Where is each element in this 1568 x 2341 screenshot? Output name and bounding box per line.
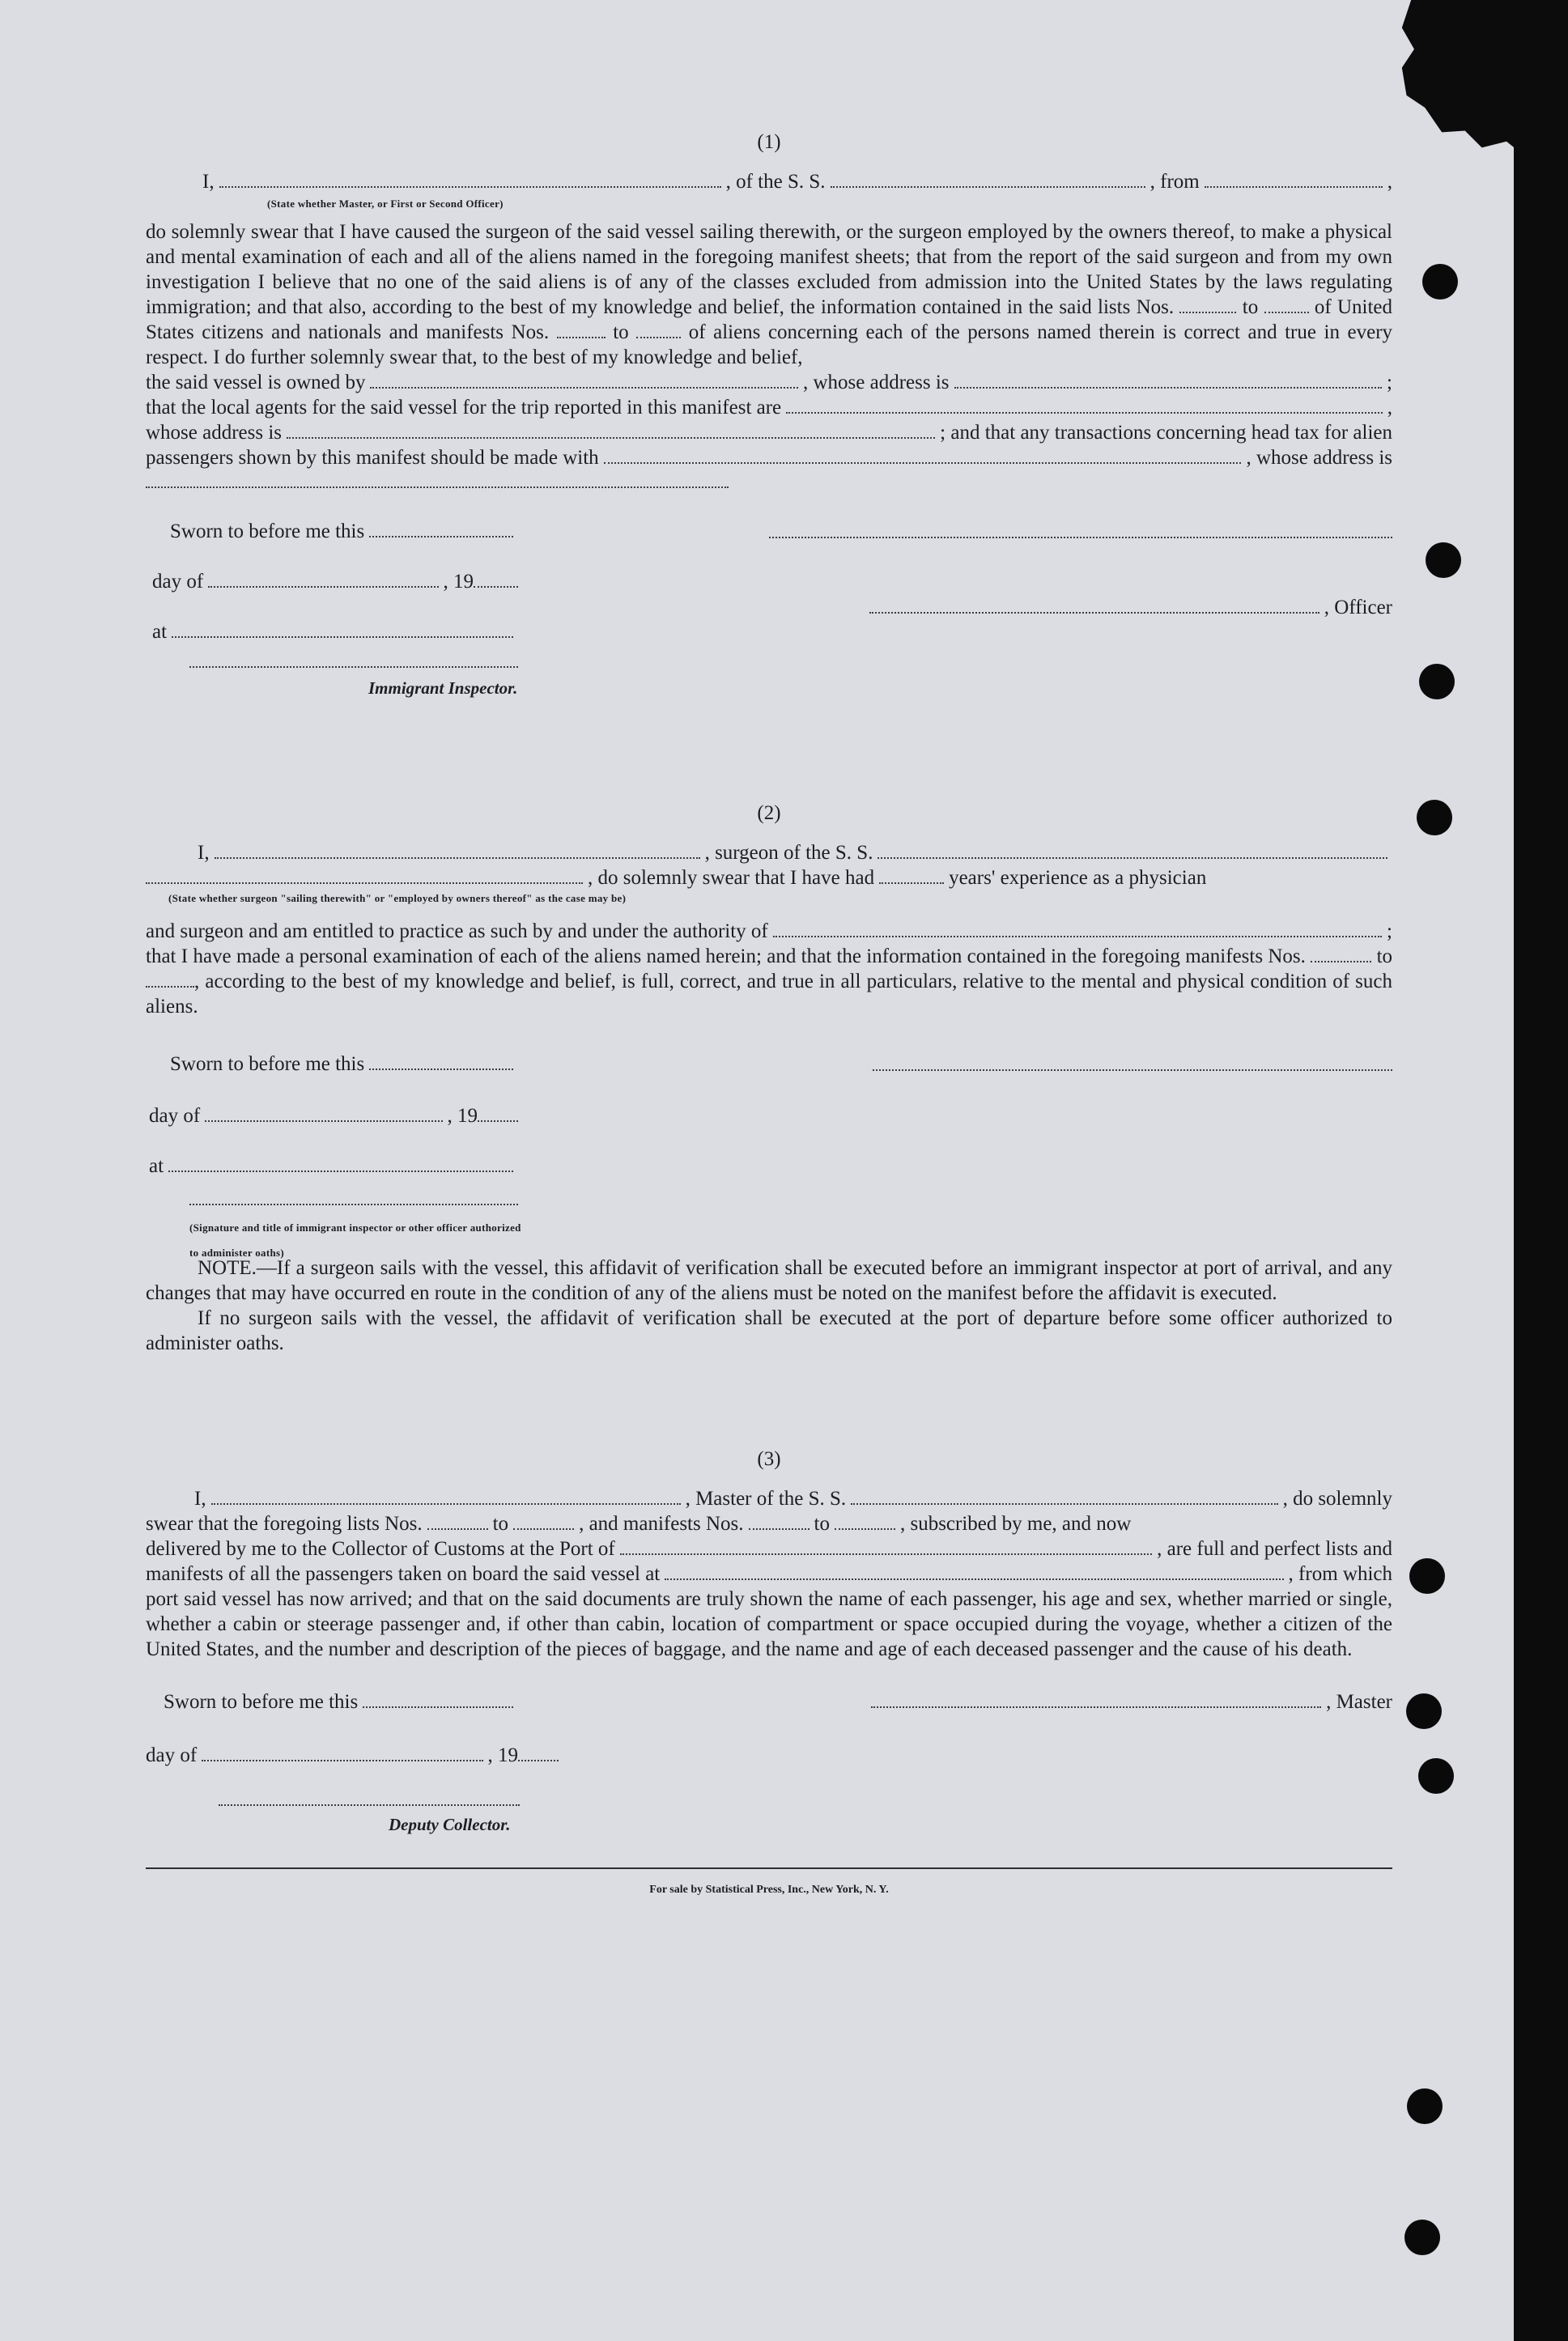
surgeon-name-field[interactable] xyxy=(215,841,700,859)
agents-label: that the local agents for the said vessel for the trip reported in this manifest are xyxy=(146,397,782,418)
year-field[interactable] xyxy=(518,1744,559,1761)
manifests-to-field[interactable] xyxy=(146,970,194,988)
section-number: (1) xyxy=(757,131,781,153)
to-label: to xyxy=(814,1513,830,1535)
oath-text: manifests of all the passengers taken on board the said vessel at xyxy=(146,1563,661,1585)
to-label: to xyxy=(613,321,629,343)
sworn-line xyxy=(170,519,518,544)
to-label: to xyxy=(492,1513,509,1535)
signature-block xyxy=(146,1662,1392,1848)
oath-text: , from which xyxy=(1288,1563,1392,1585)
sworn-label: Sworn to before me this xyxy=(164,1691,359,1713)
year-label: , 19 xyxy=(447,1105,478,1127)
punctuation: , xyxy=(1387,171,1392,193)
surgeon-status-field[interactable] xyxy=(146,866,583,884)
note-text: If no surgeon sails with the vessel, the affidavit of verification shall be executed at the port of departure before some officer authorized to administer oaths. xyxy=(146,1307,1392,1354)
vessel-name-field[interactable] xyxy=(851,1487,1277,1505)
agents-line xyxy=(146,395,1392,420)
transactions-text: ; and that any transactions concerning head tax for alien xyxy=(940,422,1392,444)
year-label: , 19 xyxy=(487,1744,518,1766)
address-label: whose address is xyxy=(146,422,283,444)
owner-label: the said vessel is owned by xyxy=(146,372,366,393)
head-tax-address-field[interactable] xyxy=(146,470,729,488)
head-tax-line xyxy=(146,445,1392,470)
document-body xyxy=(146,130,1392,1902)
oath-text: , and manifests Nos. xyxy=(579,1513,744,1535)
punch-hole xyxy=(1406,1693,1442,1729)
year-label: , 19 xyxy=(443,571,474,593)
section-number: (2) xyxy=(757,802,781,824)
lists-from-field[interactable] xyxy=(427,1512,488,1530)
day-line xyxy=(149,1103,518,1128)
officer-signature-field[interactable] xyxy=(869,596,1319,614)
manifests-from-field[interactable] xyxy=(1311,945,1371,962)
master-signature-field[interactable] xyxy=(871,1690,1321,1708)
lists-to-field[interactable] xyxy=(1264,295,1309,313)
punctuation: , xyxy=(1387,397,1392,418)
punctuation: ; xyxy=(1387,920,1392,942)
pronoun-label: I, xyxy=(194,1488,206,1510)
day-label: day of xyxy=(152,571,204,593)
lists-to-field[interactable] xyxy=(513,1512,574,1530)
address-label: , whose address is xyxy=(803,372,950,393)
years-label: years' experience as a physician xyxy=(949,867,1207,889)
passengers-text: passengers shown by this manifest should be made with xyxy=(146,447,599,469)
pronoun-label: I, xyxy=(198,842,210,864)
day-line xyxy=(152,569,518,594)
to-label: to xyxy=(1376,945,1393,967)
surgeon-text: , according to the best of my knowledge and belief, is full, correct, and true in all particulars, relative to the mental and physical condition of such aliens. xyxy=(146,971,1392,1018)
note-paragraph xyxy=(146,1306,1392,1356)
surgeon-line xyxy=(146,840,1392,865)
deputy-signature-field[interactable] xyxy=(219,1804,520,1806)
vessel-label: , of the S. S. xyxy=(725,171,826,193)
address-label: , whose address is xyxy=(1246,447,1392,469)
agents-field[interactable] xyxy=(786,396,1383,414)
year-field[interactable] xyxy=(474,570,518,588)
head-tax-party-field[interactable] xyxy=(604,446,1242,464)
oath-text: do solemnly swear that I have caused the surgeon of the said vessel sailing therewith, or the surgeon employed by the owners thereof, to make a physical and mental examination of each and all of the aliens named in the foregoing manifest sheets; that from the report of the said surgeon and from my own investigation I believe that no one of the said aliens is of any of the classes excluded from admission into the United States by the laws regulating immigration; and that also, according to the best of my knowledge and belief, the information contained in the said lists Nos. xyxy=(146,221,1392,318)
vessel-name-field[interactable] xyxy=(831,170,1145,188)
punch-hole xyxy=(1404,2220,1440,2255)
day-line xyxy=(146,1743,559,1768)
sworn-label: Sworn to before me this xyxy=(170,520,365,542)
customs-body xyxy=(146,1587,1392,1662)
field-caption: (State whether Master, or First or Second Officer) xyxy=(267,198,504,210)
deputy-title: Deputy Collector. xyxy=(389,1815,511,1834)
agents-address-field[interactable] xyxy=(287,421,935,439)
sworn-date-field[interactable] xyxy=(369,520,513,537)
oath-text: , do solemnly xyxy=(1282,1488,1392,1510)
note-text: —If a surgeon sails with the vessel, this affidavit of verification shall be executed before an immigrant inspector at port of arrival, and any changes that may have occurred en route in the condition of any of the aliens must be noted on the manifest before the affidavit is executed. xyxy=(146,1257,1392,1304)
inspector-signature-field[interactable] xyxy=(189,666,518,668)
agents-address-line xyxy=(146,420,1392,445)
blank-line[interactable] xyxy=(769,537,1392,538)
master-name-field[interactable] xyxy=(211,1487,681,1505)
officer-signature-field[interactable] xyxy=(189,1204,518,1205)
oath-text: of aliens concerning each of the persons named therein is correct and true in every respect. I do further solemnly swear that, to the best of my knowledge and belief, xyxy=(146,321,1393,368)
master-signature-line xyxy=(866,1689,1392,1714)
sworn-date-field[interactable] xyxy=(369,1052,513,1070)
year-field[interactable] xyxy=(478,1104,518,1122)
authority-text: and surgeon and am entitled to practice as such by and under the authority of xyxy=(146,920,768,942)
pronoun-label: I, xyxy=(202,171,215,193)
day-field[interactable] xyxy=(208,570,438,588)
punch-hole xyxy=(1407,2088,1443,2124)
vessel-name-field[interactable] xyxy=(877,841,1387,859)
officer-label: , Officer xyxy=(1324,597,1392,618)
day-label: day of xyxy=(146,1744,198,1766)
officer-line xyxy=(865,595,1392,620)
punch-hole xyxy=(1417,800,1452,835)
punch-hole xyxy=(1418,1758,1454,1794)
master-line xyxy=(146,1486,1392,1511)
authority-field[interactable] xyxy=(773,920,1382,937)
at-field[interactable] xyxy=(172,620,513,638)
day-label: day of xyxy=(149,1105,201,1127)
punch-hole xyxy=(1422,264,1458,300)
oath-body xyxy=(146,219,1392,370)
inspector-title: Immigrant Inspector. xyxy=(368,678,518,698)
lists-line xyxy=(146,1511,1392,1536)
punctuation: ; xyxy=(1387,372,1392,393)
signature-block xyxy=(146,488,1392,707)
oath-text: swear that the foregoing lists Nos. xyxy=(146,1513,423,1535)
affidavit-customs xyxy=(146,1447,1392,1902)
punch-hole xyxy=(1409,1558,1445,1594)
surgeon-body xyxy=(146,944,1392,1019)
sworn-line xyxy=(170,1052,518,1077)
printer-credit: For sale by Statistical Press, Inc., New York, N. Y. xyxy=(649,1884,889,1896)
master-label: , Master xyxy=(1326,1691,1392,1713)
oath-text: delivered by me to the Collector of Customs at the Port of xyxy=(146,1538,615,1560)
punch-hole xyxy=(1426,542,1461,578)
field-caption: (State whether surgeon "sailing therewith" or "employed by owners thereof" as the case may be) xyxy=(168,892,627,904)
owner-field[interactable] xyxy=(370,371,798,389)
at-label: at xyxy=(149,1155,164,1177)
affidavit-surgeon xyxy=(146,801,1392,1356)
sworn-line xyxy=(164,1689,518,1714)
oath-text: port said vessel has now arrived; and that on the said documents are truly shown the name of each passenger, his age and sex, whether married or single, whether a cabin or steerage passenger and, if other than cabin, location of compartment or space occupied during the voyage, whether a citizen of the United States, and the number and description of the pieces of baggage, and the name and age of each deceased passenger and the cause of his death. xyxy=(146,1588,1392,1660)
day-field[interactable] xyxy=(205,1104,442,1122)
oath-text: of United States citizens and nationals and manifests Nos. xyxy=(146,296,1393,343)
vessel-label: , surgeon of the S. S. xyxy=(704,842,873,864)
manifests-from-field[interactable] xyxy=(749,1512,809,1530)
port-field[interactable] xyxy=(620,1537,1152,1555)
authority-line xyxy=(146,919,1392,944)
departure-port-field[interactable] xyxy=(665,1562,1283,1580)
manifests-to-field[interactable] xyxy=(636,321,681,338)
sworn-date-field[interactable] xyxy=(363,1690,513,1708)
surgeon-text: that I have made a personal examination of each of the aliens named herein; and that the information contained in the foregoing manifests Nos. xyxy=(146,945,1306,967)
section-number: (3) xyxy=(757,1448,781,1470)
departure-line xyxy=(146,1561,1392,1587)
at-label: at xyxy=(152,621,168,643)
oath-text: , subscribed by me, and now xyxy=(899,1513,1132,1535)
punch-hole xyxy=(1419,664,1455,699)
vessel-label: , Master of the S. S. xyxy=(685,1488,847,1510)
oath-text: , are full and perfect lists and xyxy=(1157,1538,1392,1560)
at-field[interactable] xyxy=(168,1154,513,1172)
at-line xyxy=(149,1154,518,1179)
surgeon-signature-field[interactable] xyxy=(873,1069,1392,1071)
day-field[interactable] xyxy=(202,1744,482,1761)
footer-rule xyxy=(146,1867,1392,1869)
signature-caption: (Signature and title of immigrant inspector or other officer authorized to administer oaths) xyxy=(189,1221,521,1259)
affidavit-master xyxy=(146,130,1392,707)
swear-text: , do solemnly swear that I have had xyxy=(588,867,875,889)
port-line xyxy=(146,1536,1392,1561)
at-line xyxy=(152,619,518,644)
owner-line xyxy=(146,370,1392,395)
sworn-label: Sworn to before me this xyxy=(170,1053,365,1075)
manifests-to-field[interactable] xyxy=(835,1512,895,1530)
owner-address-field[interactable] xyxy=(954,371,1383,389)
note-label: NOTE. xyxy=(198,1257,257,1279)
years-field[interactable] xyxy=(879,866,944,884)
manifests-from-field[interactable] xyxy=(557,321,606,338)
to-label: to xyxy=(1242,296,1259,318)
lists-from-field[interactable] xyxy=(1179,295,1236,313)
from-label: , from xyxy=(1149,171,1200,193)
from-port-field[interactable] xyxy=(1205,170,1383,188)
signature-block xyxy=(146,1019,1392,1259)
officer-name-field[interactable] xyxy=(219,170,721,188)
